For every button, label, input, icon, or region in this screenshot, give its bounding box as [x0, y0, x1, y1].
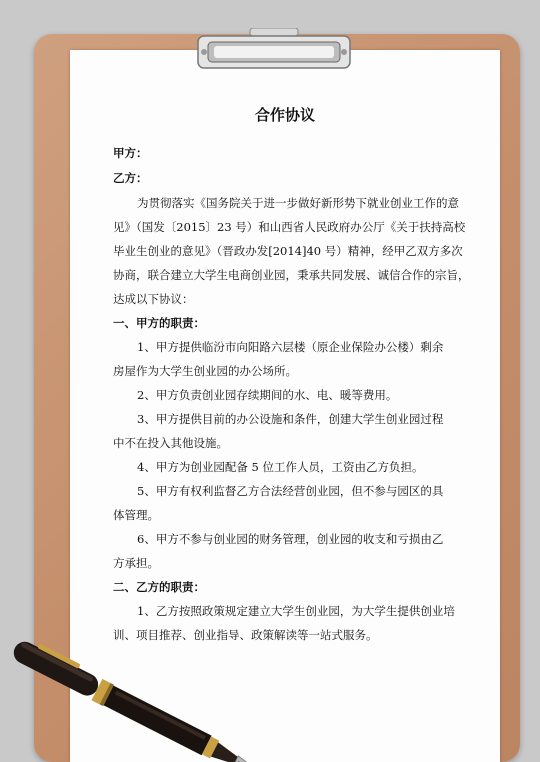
party-a-label: 甲方：: [113, 146, 148, 160]
preamble-line: 毕业生创业的意见》（晋政办发[2014]40 号）精神，经甲乙双方多次: [113, 244, 463, 258]
section-heading-party-a: 一、甲方的职责：: [113, 316, 205, 330]
clause-line: 中不在投入其他设施。: [113, 436, 228, 450]
clause-line: 2、甲方负责创业园存续期间的水、电、暖等费用。: [137, 388, 398, 402]
section-heading-party-b: 二、乙方的职责：: [113, 580, 205, 594]
clause-line: 方承担。: [113, 556, 159, 570]
preamble-line: 协商，联合建立大学生电商创业园，秉承共同发展、诚信合作的宗旨，: [113, 268, 470, 282]
party-b-label: 乙方：: [113, 171, 148, 185]
clause-line: 5、甲方有权利监督乙方合法经营创业园，但不参与园区的具: [137, 484, 444, 498]
clause-line: 4、甲方为创业园配备 5 位工作人员，工资由乙方负担。: [137, 460, 424, 474]
clause-line: 房屋作为大学生创业园的办公场所。: [113, 364, 297, 378]
document-title: 合作协议: [254, 106, 315, 124]
clause-line: 体管理。: [113, 508, 159, 522]
preamble-line: 为贯彻落实《国务院关于进一步做好新形势下就业创业工作的意: [137, 196, 459, 210]
clause-line: 训、项目推荐、创业指导、政策解读等一站式服务。: [113, 628, 378, 642]
preamble-line: 达成以下协议：: [113, 292, 194, 306]
clipboard-clip-icon: [190, 28, 358, 74]
clause-line: 6、甲方不参与创业园的财务管理，创业园的收支和亏损由乙: [137, 532, 444, 546]
fountain-pen-icon: [0, 600, 300, 762]
preamble-line: 见》（国发〔2015〕23 号）和山西省人民政府办公厅《关于扶持高校: [113, 220, 466, 234]
clause-line: 1、甲方提供临汾市向阳路六层楼（原企业保险办公楼）剩余: [137, 340, 444, 354]
clause-line: 1、乙方按照政策规定建立大学生创业园，为大学生提供创业培: [137, 604, 455, 618]
clause-line: 3、甲方提供目前的办公设施和条件，创建大学生创业园过程: [137, 412, 444, 426]
